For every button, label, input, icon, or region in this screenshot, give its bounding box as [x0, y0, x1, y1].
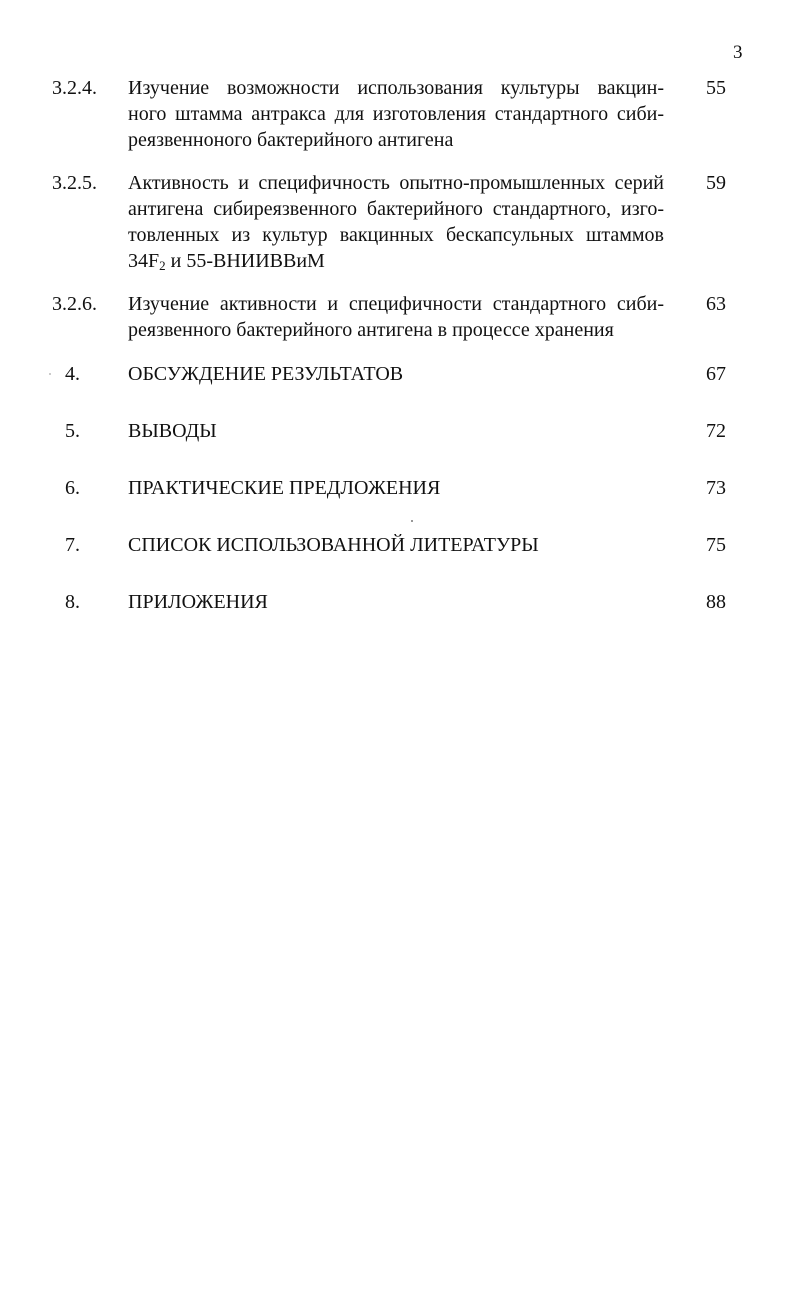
toc-entry-title — [128, 75, 664, 153]
strain-rest: и 55-ВНИИВВиМ — [165, 250, 325, 272]
toc-entry-page: 72 — [706, 420, 726, 442]
toc-entry-number: 4. — [65, 363, 80, 385]
toc-entry-page: 88 — [706, 591, 726, 613]
toc-entry-title — [128, 291, 664, 343]
toc-entry-page: 75 — [706, 534, 726, 556]
toc-title-line: Изучение возможности использования культуры вакцин- — [128, 77, 664, 99]
toc-entry-page: 67 — [706, 363, 726, 385]
toc-title-line — [128, 248, 664, 274]
toc-entry-number: 3.2.5. — [52, 172, 97, 194]
toc-entry-title: ПРАКТИЧЕСКИЕ ПРЕДЛОЖЕНИЯ — [128, 477, 441, 499]
toc-entry-page: 73 — [706, 477, 726, 499]
toc-entry-page: 59 — [706, 172, 726, 194]
toc-title-line: реязвенного бактерийного антигена в процессе хранения — [128, 319, 614, 341]
strain-code: 34F — [128, 250, 160, 272]
toc-title-line: антигена сибиреязвенного бактерийного стандартного, изго- — [128, 198, 664, 220]
toc-title-line: Изучение активности и специфичности стандартного сиби- — [128, 293, 664, 315]
toc-entry-number: 3.2.4. — [52, 77, 97, 99]
page-number: 3 — [733, 42, 743, 63]
toc-entry-number: 6. — [65, 477, 80, 499]
toc-entry-page: 63 — [706, 293, 726, 315]
toc-entry-title: СПИСОК ИСПОЛЬЗОВАННОЙ ЛИТЕРАТУРЫ — [128, 534, 539, 556]
toc-entry-number: 5. — [65, 420, 80, 442]
toc-title-line: Активность и специфичность опытно-промышленных серий — [128, 172, 664, 194]
toc-entry-title — [128, 170, 664, 274]
strain-subscript: 2 — [159, 258, 166, 273]
toc-entry-number: 8. — [65, 591, 80, 613]
toc-title-line: ного штамма антракса для изготовления стандартного сиби- — [128, 103, 664, 125]
toc-entry-page: 55 — [706, 77, 726, 99]
toc-entry-title: ВЫВОДЫ — [128, 420, 217, 442]
scan-speck — [49, 373, 51, 375]
toc-title-line: реязвенноного бактерийного антигена — [128, 129, 454, 151]
toc-entry-title: ПРИЛОЖЕНИЯ — [128, 591, 268, 613]
scan-speck — [411, 520, 413, 522]
toc-entry-number: 7. — [65, 534, 80, 556]
toc-title-line: товленных из культур вакцинных бескапсульных штаммов — [128, 224, 664, 246]
toc-entry-title: ОБСУЖДЕНИЕ РЕЗУЛЬТАТОВ — [128, 363, 404, 385]
toc-entry-number: 3.2.6. — [52, 293, 97, 315]
